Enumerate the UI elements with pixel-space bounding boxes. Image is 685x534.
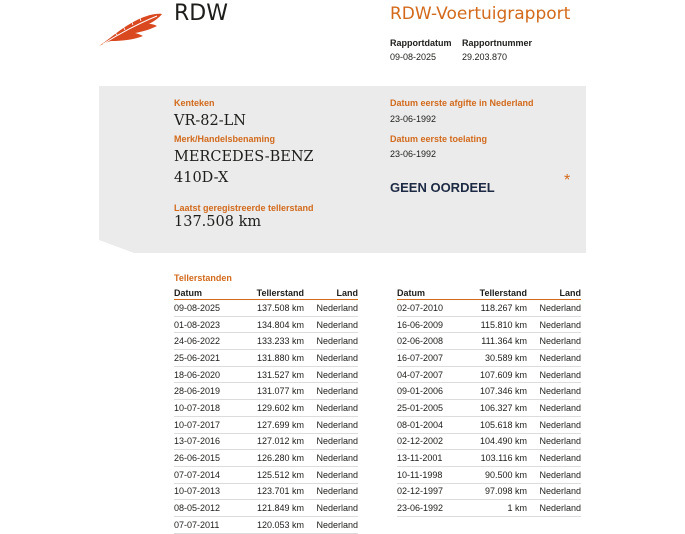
tellerstand-label: Laatst geregistreerde tellerstand bbox=[174, 203, 314, 213]
table-row bbox=[397, 450, 581, 467]
cell-tellerstand: 30.589 km bbox=[484, 352, 527, 363]
cell-datum: 01-08-2023 bbox=[174, 319, 221, 330]
cell-land: Nederland bbox=[316, 319, 358, 330]
cell-tellerstand: 137.508 km bbox=[256, 302, 304, 313]
cell-datum: 07-07-2014 bbox=[174, 469, 221, 480]
vehicle-summary-panel bbox=[99, 86, 586, 253]
rapportdatum-label: Rapportdatum bbox=[390, 38, 452, 48]
verdict-asterisk: * bbox=[564, 172, 571, 189]
rapportnummer-value: 29.203.870 bbox=[462, 52, 508, 62]
table-body-right bbox=[397, 300, 581, 517]
cell-datum: 04-07-2007 bbox=[397, 369, 444, 380]
cell-tellerstand: 127.012 km bbox=[256, 436, 304, 447]
table-row bbox=[174, 300, 358, 317]
cell-land: Nederland bbox=[539, 453, 581, 464]
header-datum: Datum bbox=[397, 288, 426, 298]
cell-land: Nederland bbox=[316, 486, 358, 497]
table-row bbox=[174, 500, 358, 517]
cell-land: Nederland bbox=[539, 352, 581, 363]
cell-tellerstand: 118.267 km bbox=[480, 302, 527, 313]
table-row bbox=[397, 400, 581, 417]
cell-land: Nederland bbox=[316, 469, 358, 480]
table-row bbox=[174, 333, 358, 350]
cell-datum: 16-07-2007 bbox=[397, 352, 444, 363]
cell-datum: 26-06-2015 bbox=[174, 453, 221, 464]
cell-tellerstand: 129.602 km bbox=[256, 402, 304, 413]
table-row bbox=[397, 317, 581, 334]
cell-land: Nederland bbox=[539, 503, 581, 514]
cell-tellerstand: 123.701 km bbox=[256, 486, 304, 497]
cell-land: Nederland bbox=[539, 302, 581, 313]
table-row bbox=[174, 317, 358, 334]
cell-tellerstand: 106.327 km bbox=[479, 402, 527, 413]
rapportdatum-value: 09-08-2025 bbox=[390, 52, 437, 62]
table-row bbox=[174, 350, 358, 367]
table-row bbox=[174, 450, 358, 467]
cell-datum: 08-01-2004 bbox=[397, 419, 444, 430]
cell-land: Nederland bbox=[316, 386, 358, 397]
cell-datum: 02-12-2002 bbox=[397, 436, 444, 447]
afgifte-value: 23-06-1992 bbox=[390, 114, 437, 124]
cell-datum: 08-05-2012 bbox=[174, 503, 221, 514]
report-title: RDW-Voertuigrapport bbox=[390, 4, 571, 24]
rapportnummer-label: Rapportnummer bbox=[462, 38, 533, 48]
table-row bbox=[397, 417, 581, 434]
brand-name: RDW bbox=[174, 1, 228, 26]
header-land: Land bbox=[336, 288, 358, 298]
table-row bbox=[397, 300, 581, 317]
tellerstanden-table-right bbox=[397, 288, 581, 517]
cell-tellerstand: 131.880 km bbox=[256, 352, 304, 363]
cell-tellerstand: 107.346 km bbox=[479, 386, 527, 397]
merk-label: Merk/Handelsbenaming bbox=[174, 134, 276, 144]
header-land: Land bbox=[559, 288, 581, 298]
table-row bbox=[397, 467, 581, 484]
tellerstanden-table-left bbox=[174, 288, 358, 534]
cell-tellerstand: 134.804 km bbox=[256, 319, 304, 330]
cell-tellerstand: 125.512 km bbox=[256, 469, 304, 480]
cell-land: Nederland bbox=[316, 453, 358, 464]
cell-land: Nederland bbox=[316, 302, 358, 313]
model-value: 410D-X bbox=[174, 170, 229, 186]
table-row bbox=[397, 333, 581, 350]
cell-land: Nederland bbox=[539, 319, 581, 330]
cell-datum: 13-11-2001 bbox=[397, 453, 443, 464]
toelating-label: Datum eerste toelating bbox=[390, 134, 488, 144]
table-row bbox=[397, 350, 581, 367]
header-tellerstand: Tellerstand bbox=[479, 288, 527, 298]
table-row bbox=[397, 367, 581, 384]
cell-datum: 09-08-2025 bbox=[174, 302, 221, 313]
table-row bbox=[174, 517, 358, 534]
cell-datum: 16-06-2009 bbox=[397, 319, 444, 330]
tellerstanden-title: Tellerstanden bbox=[174, 273, 232, 283]
header-tellerstand: Tellerstand bbox=[256, 288, 304, 298]
cell-tellerstand: 126.280 km bbox=[256, 453, 304, 464]
cell-datum: 18-06-2020 bbox=[174, 369, 221, 380]
cell-land: Nederland bbox=[539, 369, 581, 380]
toelating-value: 23-06-1992 bbox=[390, 149, 437, 159]
table-header bbox=[174, 288, 358, 300]
kenteken-value: VR-82-LN bbox=[174, 113, 246, 129]
cell-datum: 09-01-2006 bbox=[397, 386, 444, 397]
table-body-left bbox=[174, 300, 358, 534]
cell-land: Nederland bbox=[539, 402, 581, 413]
cell-tellerstand: 111.364 km bbox=[481, 336, 527, 347]
cell-land: Nederland bbox=[539, 419, 581, 430]
cell-datum: 10-07-2017 bbox=[174, 419, 221, 430]
cell-land: Nederland bbox=[316, 336, 358, 347]
cell-tellerstand: 120.053 km bbox=[256, 519, 304, 530]
cell-datum: 24-06-2022 bbox=[174, 336, 221, 347]
cell-tellerstand: 1 km bbox=[507, 503, 527, 514]
header-datum: Datum bbox=[174, 288, 203, 298]
cell-land: Nederland bbox=[316, 436, 358, 447]
cell-land: Nederland bbox=[539, 436, 581, 447]
cell-datum: 10-07-2013 bbox=[174, 486, 221, 497]
cell-tellerstand: 121.849 km bbox=[256, 503, 304, 514]
cell-datum: 02-12-1997 bbox=[397, 486, 444, 497]
cell-land: Nederland bbox=[316, 402, 358, 413]
cell-datum: 10-07-2018 bbox=[174, 402, 221, 413]
tellerstand-value: 137.508 km bbox=[174, 214, 262, 230]
cell-tellerstand: 131.527 km bbox=[256, 369, 304, 380]
cell-datum: 25-06-2021 bbox=[174, 352, 221, 363]
panel-notch bbox=[99, 240, 134, 253]
table-row bbox=[174, 417, 358, 434]
cell-tellerstand: 105.618 km bbox=[479, 419, 527, 430]
cell-tellerstand: 131.077 km bbox=[256, 386, 304, 397]
cell-land: Nederland bbox=[316, 519, 358, 530]
cell-land: Nederland bbox=[539, 336, 581, 347]
rapportnummer-block bbox=[462, 38, 532, 62]
cell-datum: 25-01-2005 bbox=[397, 402, 444, 413]
table-row bbox=[397, 484, 581, 501]
cell-land: Nederland bbox=[316, 369, 358, 380]
cell-land: Nederland bbox=[539, 469, 581, 480]
table-row bbox=[174, 383, 358, 400]
cell-datum: 02-06-2008 bbox=[397, 336, 444, 347]
cell-datum: 10-11-1998 bbox=[397, 469, 443, 480]
cell-datum: 23-06-1992 bbox=[397, 503, 444, 514]
cell-tellerstand: 133.233 km bbox=[256, 336, 304, 347]
rapportdatum-block bbox=[390, 38, 452, 62]
afgifte-label: Datum eerste afgifte in Nederland bbox=[390, 98, 534, 108]
cell-tellerstand: 104.490 km bbox=[479, 436, 527, 447]
cell-datum: 28-06-2019 bbox=[174, 386, 221, 397]
cell-datum: 07-07-2011 bbox=[174, 519, 220, 530]
table-row bbox=[174, 484, 358, 501]
cell-land: Nederland bbox=[316, 419, 358, 430]
cell-land: Nederland bbox=[316, 503, 358, 514]
table-row bbox=[174, 400, 358, 417]
table-row bbox=[397, 434, 581, 451]
cell-datum: 13-07-2016 bbox=[174, 436, 221, 447]
cell-tellerstand: 127.699 km bbox=[256, 419, 304, 430]
table-row bbox=[397, 383, 581, 400]
cell-tellerstand: 97.098 km bbox=[484, 486, 527, 497]
cell-tellerstand: 115.810 km bbox=[480, 319, 527, 330]
merk-value: MERCEDES-BENZ bbox=[174, 149, 314, 165]
cell-tellerstand: 107.609 km bbox=[479, 369, 527, 380]
cell-land: Nederland bbox=[316, 352, 358, 363]
table-header bbox=[397, 288, 581, 300]
table-row bbox=[174, 467, 358, 484]
cell-land: Nederland bbox=[539, 386, 581, 397]
table-row bbox=[397, 500, 581, 517]
cell-tellerstand: 90.500 km bbox=[484, 469, 527, 480]
table-row bbox=[174, 367, 358, 384]
verdict-text: GEEN OORDEEL bbox=[390, 180, 495, 195]
kenteken-label: Kenteken bbox=[174, 98, 215, 108]
rdw-feather-logo-icon bbox=[97, 10, 163, 48]
cell-tellerstand: 103.116 km bbox=[480, 453, 527, 464]
cell-land: Nederland bbox=[539, 486, 581, 497]
table-row bbox=[174, 434, 358, 451]
cell-datum: 02-07-2010 bbox=[397, 302, 444, 313]
